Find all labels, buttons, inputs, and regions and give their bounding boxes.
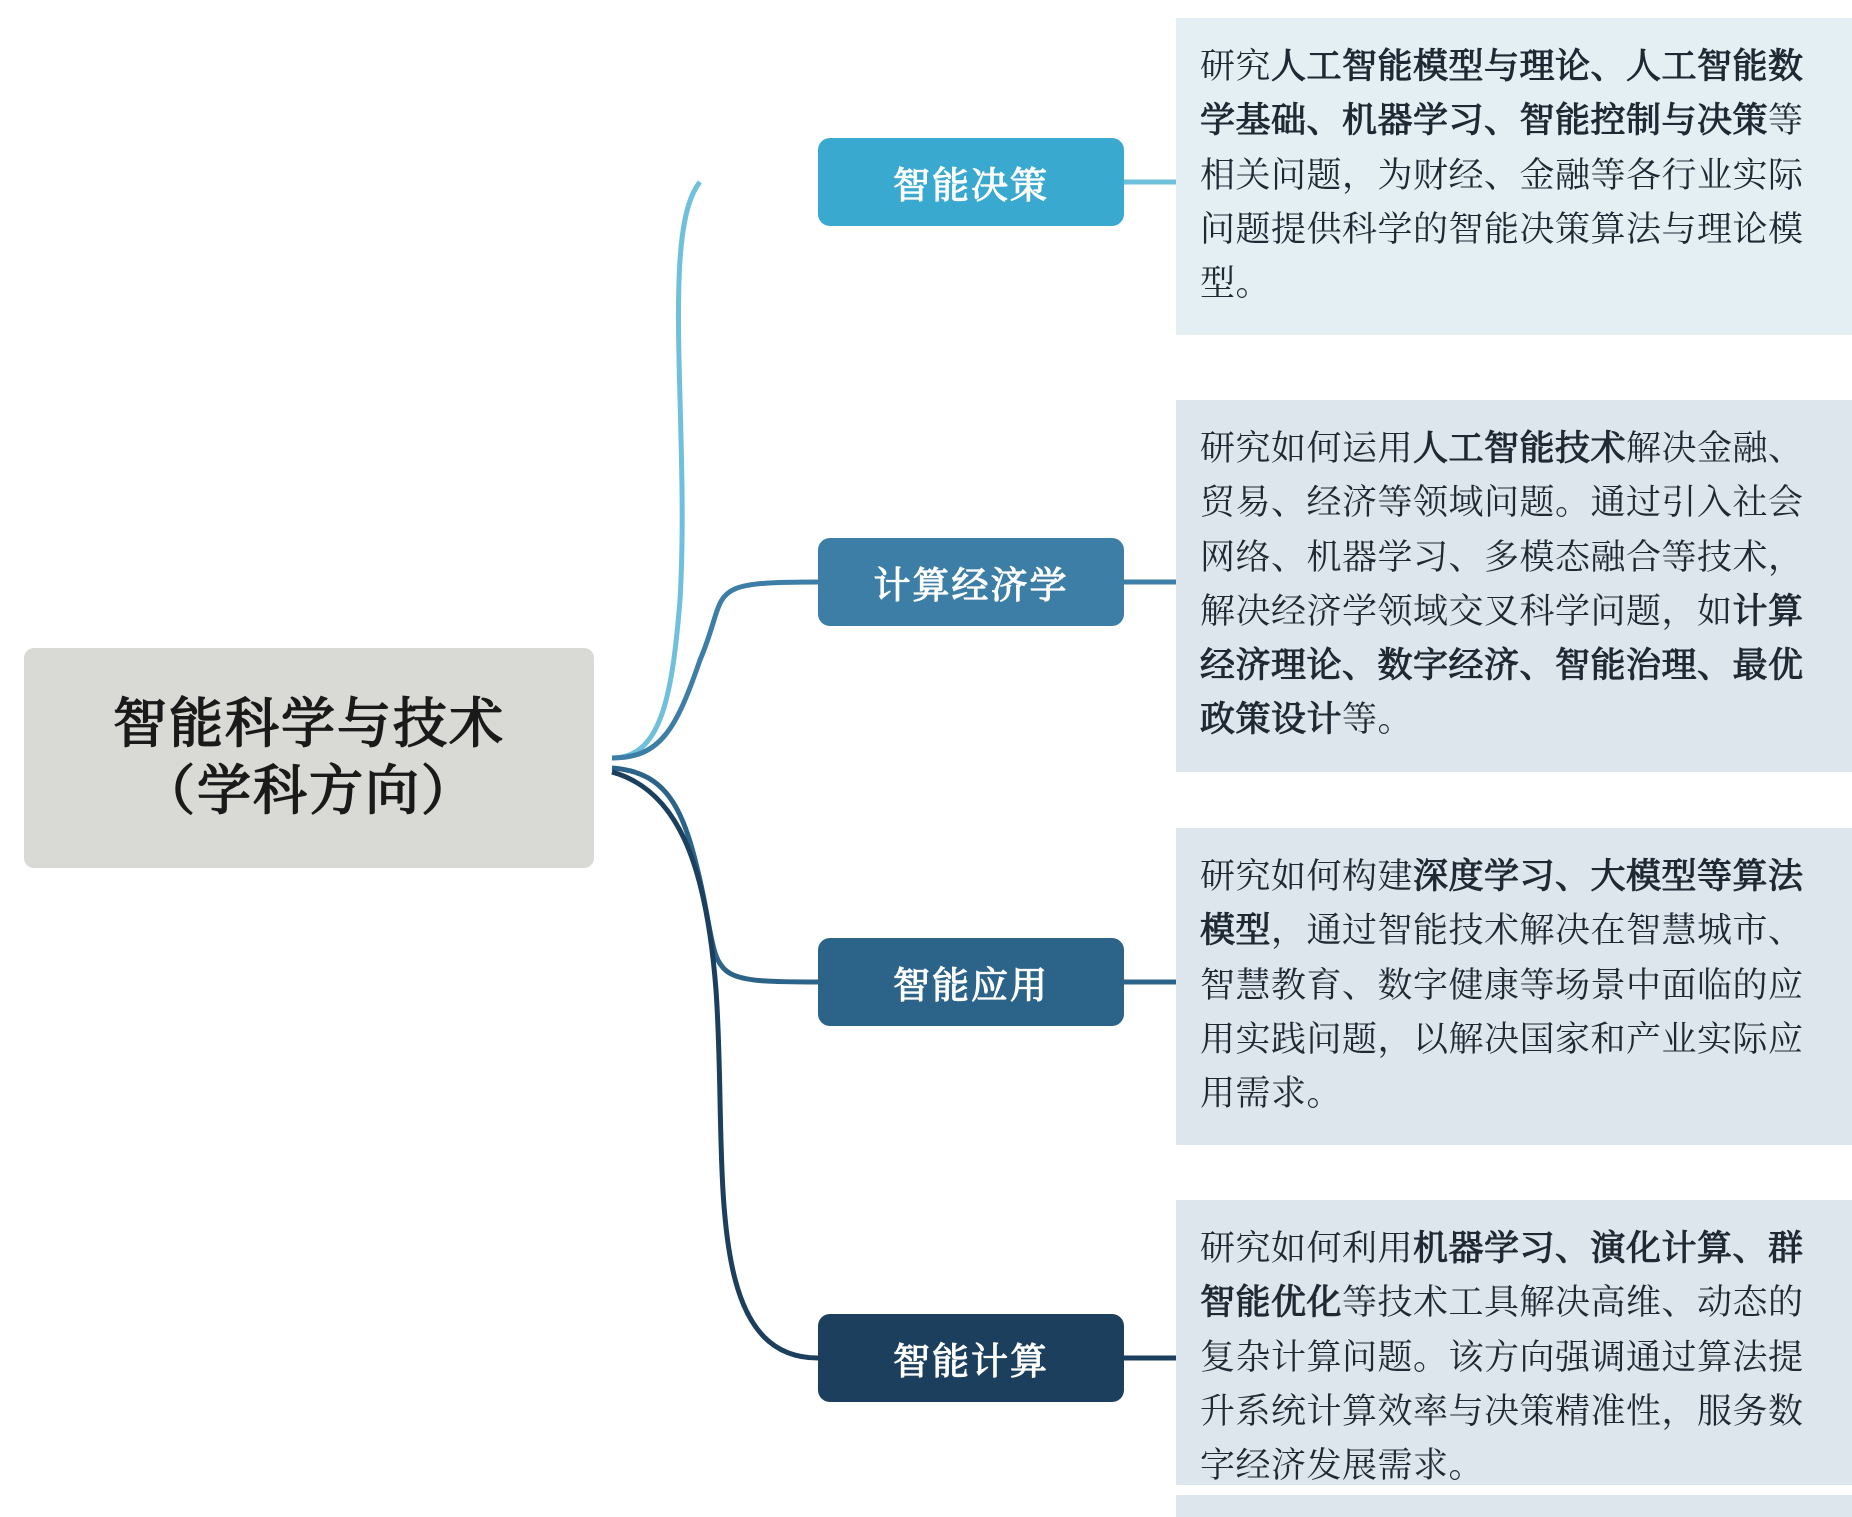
- branch-label-text: 智能计算: [893, 1341, 1049, 1382]
- branch-label-intelligent-decision[interactable]: [818, 138, 1124, 226]
- root-node-line-2: （学科方向）: [141, 761, 477, 821]
- branch-label-text: 计算经济学: [873, 565, 1069, 606]
- root-node-line-1: 智能科学与技术: [113, 693, 505, 754]
- description-text: 研究: [1200, 47, 1272, 86]
- description-card-intelligent-application: [1176, 828, 1852, 1145]
- description-text: 解决金融、贸易、经济等领域问题。通过引入社会网络、机器学习、多模态融合等技术，解决经济学领域交叉科学问题，如: [1200, 429, 1804, 631]
- description-card-computational-economics: [1176, 400, 1852, 772]
- description-text: 等相关问题，为财经、金融等各行业实际问题提供科学的智能决策算法与理论模型。: [1200, 101, 1804, 303]
- description-emphasis: 人工智能模型与理论、人工智能数学基础、机器学习、智能控制与决策: [1200, 47, 1804, 141]
- description-text: 研究如何运用: [1200, 429, 1414, 468]
- description-emphasis: 深度学习、大模型等算法模型: [1200, 857, 1804, 951]
- branch-label-intelligent-application[interactable]: [818, 938, 1124, 1026]
- description-text: 研究如何利用: [1200, 1229, 1414, 1268]
- description-card-intelligent-computing: [1176, 1200, 1852, 1517]
- description-text: ，通过智能技术解决在智慧城市、智慧教育、数字健康等场景中面临的应用实践问题，以解决国家和产业实际应用需求。: [1200, 911, 1804, 1113]
- description-emphasis: 计算经济理论、数字经济、智能治理、最优政策设计: [1200, 591, 1804, 740]
- branch-label-computational-economics[interactable]: [818, 538, 1124, 626]
- branch-label-text: 智能应用: [893, 965, 1049, 1006]
- description-emphasis: 人工智能技术: [1413, 429, 1627, 468]
- bottom-edge: [0, 1485, 1852, 1495]
- branch-label-text: 智能决策: [893, 165, 1049, 206]
- description-text: 研究如何构建: [1200, 857, 1414, 896]
- root-node[interactable]: [24, 648, 594, 868]
- description-text: 等技术工具解决高维、动态的复杂计算问题。该方向强调通过算法提升系统计算效率与决策精准性，服务数字经济发展需求。: [1200, 1283, 1804, 1485]
- description-emphasis: 机器学习、演化计算、群智能优化: [1200, 1229, 1804, 1323]
- branch-label-intelligent-computing[interactable]: [818, 1314, 1124, 1402]
- description-card-intelligent-decision: [1176, 18, 1852, 335]
- description-text: 等。: [1342, 700, 1414, 740]
